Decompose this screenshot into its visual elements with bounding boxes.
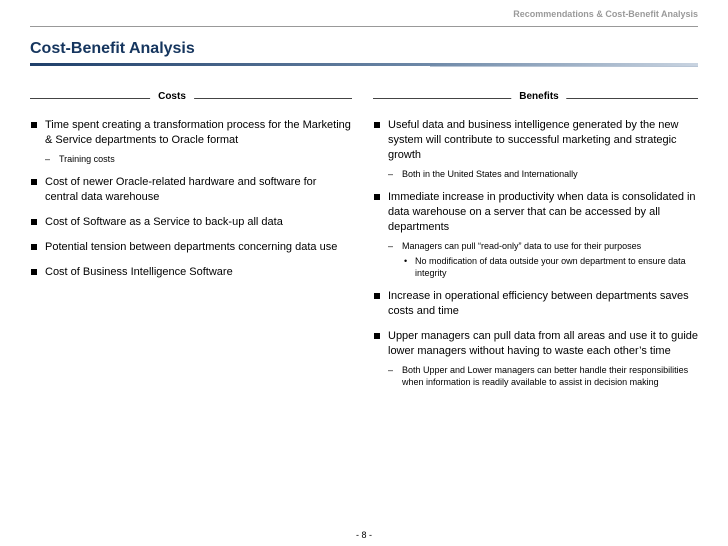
cost-item <box>30 265 352 280</box>
benefit-subsublist <box>402 255 698 279</box>
benefit-sublist <box>388 364 698 388</box>
benefits-heading: Benefits <box>511 91 566 102</box>
page-title: Cost-Benefit Analysis <box>30 40 195 57</box>
benefit-subitem-text: Managers can pull “read-only” data to use for their purposes <box>402 241 642 251</box>
cost-sublist <box>45 153 352 165</box>
cost-item-text: Potential tension between departments concerning data use <box>45 241 338 253</box>
section-header: Recommendations & Cost-Benefit Analysis <box>513 9 698 19</box>
costs-list <box>30 118 352 280</box>
benefit-item <box>373 289 698 319</box>
benefit-subitem: – Both Upper and Lower managers can better handle their responsibilities when information is readily available to assist in decision making <box>388 364 698 388</box>
cost-item-text: Cost of Software as a Service to back-up all data <box>45 216 283 228</box>
costs-heading-bar <box>30 90 352 106</box>
cost-item-text: Cost of newer Oracle-related hardware and software for central data warehouse <box>45 176 317 203</box>
benefits-heading-bar <box>373 90 698 106</box>
benefit-subitem: – Both in the United States and Internationally <box>388 168 698 180</box>
benefit-item-text: Upper managers can pull data from all areas and use it to guide lower managers without having to waste each other’s time <box>388 330 699 357</box>
benefit-sublist <box>388 240 698 279</box>
costs-heading: Costs <box>150 91 194 102</box>
benefit-item-text: Immediate increase in productivity when data is consolidated in data warehouse on a server that can be accessed by all departments <box>388 191 696 233</box>
benefits-list <box>373 118 698 388</box>
cost-item-text: Time spent creating a transformation process for the Marketing & Service departments to Oracle format <box>45 119 351 146</box>
benefit-subsubitem: • No modification of data outside your own department to ensure data integrity <box>402 255 698 279</box>
benefit-item-text: Increase in operational efficiency between departments saves costs and time <box>388 290 689 317</box>
benefit-sublist <box>388 168 698 180</box>
benefit-subitem <box>388 240 698 279</box>
title-underline <box>30 63 698 66</box>
benefit-item-text: Useful data and business intelligence generated by the new system will contribute to successful marketing and strategic growth <box>388 119 679 161</box>
cost-subitem: – Training costs <box>45 153 352 165</box>
costs-column <box>30 90 352 290</box>
benefit-item <box>373 329 698 388</box>
benefits-column <box>373 90 698 398</box>
cost-item <box>30 175 352 205</box>
cost-item-text: Cost of Business Intelligence Software <box>45 266 233 278</box>
cost-item <box>30 240 352 255</box>
page-number: - 8 - <box>355 530 372 540</box>
cost-item <box>30 215 352 230</box>
header-divider <box>30 26 698 27</box>
benefit-item <box>373 118 698 180</box>
cost-item <box>30 118 352 165</box>
benefit-item <box>373 190 698 279</box>
